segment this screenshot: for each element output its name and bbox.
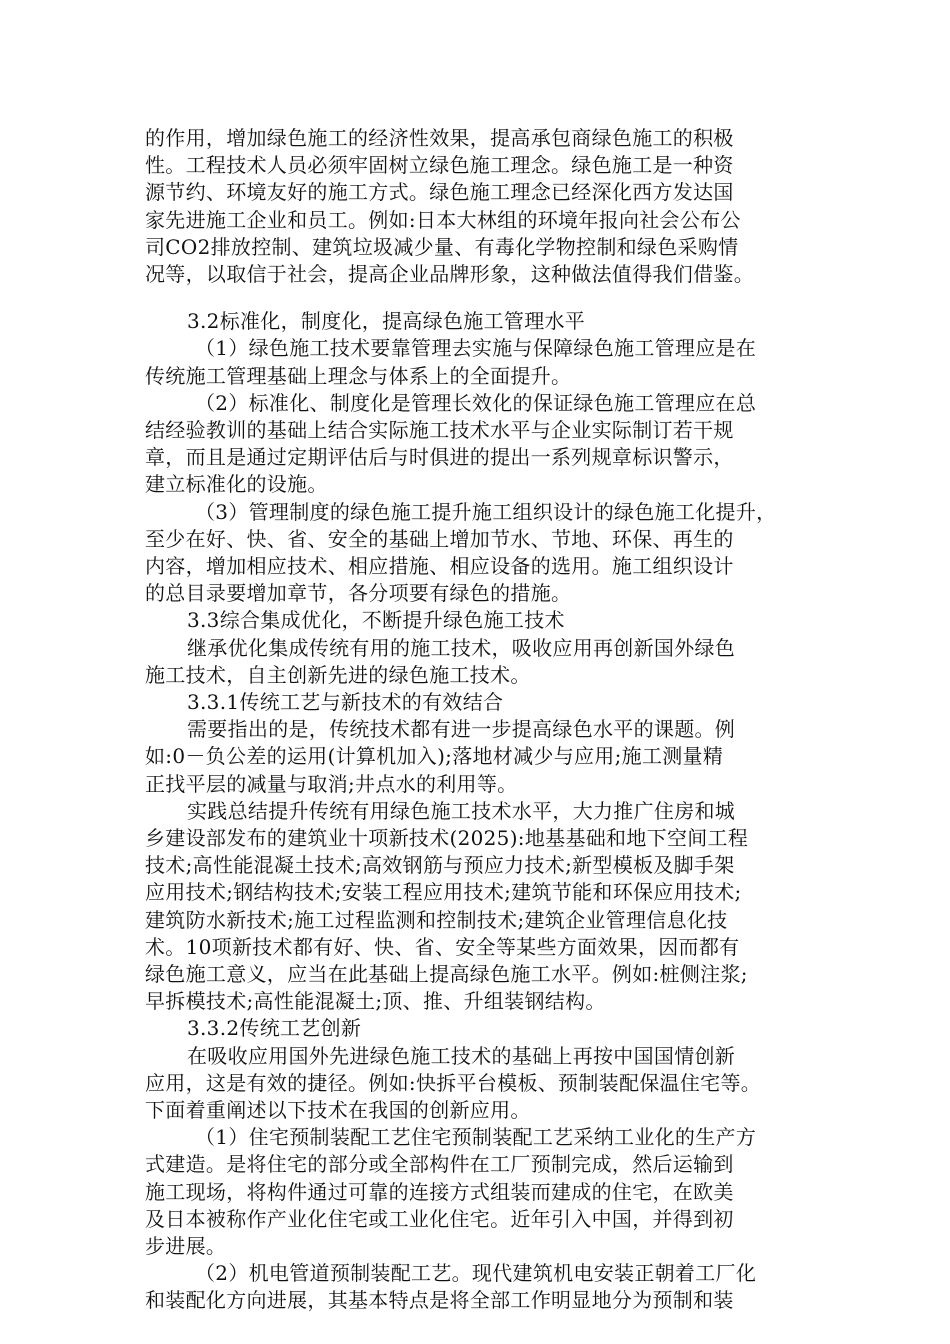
section-heading: 3.3.2传统工艺创新	[187, 1016, 362, 1040]
paragraph-line: 正找平层的减量与取消;井点水的利用等。	[145, 772, 518, 796]
paragraph-line: 及日本被称作产业化住宅或工业化住宅。近年引入中国，并得到初	[145, 1207, 734, 1231]
paragraph-line: 步进展。	[145, 1234, 227, 1258]
paragraph-line: 源节约、环境友好的施工方式。绿色施工理念已经深化西方发达国	[145, 180, 734, 204]
paragraph-line: 继承优化集成传统有用的施工技术，吸收应用再创新国外绿色	[187, 636, 736, 660]
paragraph-line: 的作用，增加绿色施工的经济性效果，提高承包商绿色施工的积极	[145, 126, 734, 150]
paragraph-line: 早拆模技术;高性能混凝土;顶、推、升组装钢结构。	[145, 989, 606, 1013]
paragraph-line: 建筑防水新技术;施工过程监测和控制技术;建筑企业管理信息化技	[145, 908, 728, 932]
paragraph-line: 需要指出的是，传统技术都有进一步提高绿色水平的课题。例	[187, 717, 736, 741]
paragraph-line: 在吸收应用国外先进绿色施工技术的基础上再按中国国情创新	[187, 1044, 736, 1068]
paragraph-line: 施工技术，自主创新先进的绿色施工技术。	[145, 663, 531, 687]
paragraph-line: 况等，以取信于社会，提高企业品牌形象，这种做法值得我们借鉴。	[145, 262, 754, 286]
paragraph-line: 乡建设部发布的建筑业十项新技术(2025):地基基础和地下空间工程	[145, 826, 749, 850]
section-heading: 3.3.1传统工艺与新技术的有效结合	[187, 690, 504, 714]
paragraph-line: 的总目录要增加章节，各分项要有绿色的措施。	[145, 581, 572, 605]
section-heading: 3.3综合集成优化，不断提升绿色施工技术	[187, 608, 565, 632]
paragraph-line: 实践总结提升传统有用绿色施工技术水平，大力推广住房和城	[187, 799, 736, 823]
paragraph-line: 式建造。是将住宅的部分或全部构件在工厂预制完成，然后运输到	[145, 1152, 734, 1176]
paragraph-line: 应用，这是有效的捷径。例如:快拆平台模板、预制装配保温住宅等。	[145, 1071, 762, 1095]
paragraph-line: 结经验教训的基础上结合实际施工技术水平与企业实际制订若干规	[145, 418, 734, 442]
paragraph-line: 建立标准化的设施。	[145, 472, 328, 496]
paragraph-line: 和装配化方向进展，其基本特点是将全部工作明显地分为预制和装	[145, 1288, 734, 1312]
paragraph-line: 至少在好、快、省、安全的基础上增加节水、节地、环保、再生的	[145, 527, 734, 551]
paragraph-line: 技术;高性能混凝土技术;高效钢筋与预应力技术;新型模板及脚手架	[145, 853, 735, 877]
paragraph-line: （3）管理制度的绿色施工提升施工组织设计的绿色施工化提升，	[195, 500, 777, 524]
paragraph-line: 内容，增加相应技术、相应措施、相应设备的选用。施工组织设计	[145, 554, 734, 578]
paragraph-line: 传统施工管理基础上理念与体系上的全面提升。	[145, 364, 572, 388]
paragraph-line: 下面着重阐述以下技术在我国的创新应用。	[145, 1098, 531, 1122]
paragraph-line: （1）住宅预制装配工艺住宅预制装配工艺采纳工业化的生产方	[195, 1125, 757, 1149]
paragraph-line: 绿色施工意义，应当在此基础上提高绿色施工水平。例如:桩侧注浆;	[145, 962, 748, 986]
paragraph-line: 性。工程技术人员必须牢固树立绿色施工理念。绿色施工是一种资	[145, 153, 734, 177]
section-heading: 3.2标准化，制度化，提高绿色施工管理水平	[187, 309, 586, 333]
paragraph-line: 应用技术;钢结构技术;安装工程应用技术;建筑节能和环保应用技术;	[145, 880, 742, 904]
paragraph-line: （2）标准化、制度化是管理长效化的保证绿色施工管理应在总	[195, 391, 757, 415]
paragraph-line: 如:0－负公差的运用(计算机加入);落地材减少与应用;施工测量精	[145, 744, 724, 768]
paragraph-line: 术。10项新技术都有好、快、省、安全等某些方面效果，因而都有	[145, 935, 740, 959]
paragraph-line: 司CO2排放控制、建筑垃圾减少量、有毒化学物控制和绿色采购情	[145, 235, 739, 259]
paragraph-line: 家先进施工企业和员工。例如:日本大林组的环境年报向社会公布公	[145, 208, 741, 232]
paragraph-line: 施工现场，将构件通过可靠的连接方式组装而建成的住宅，在欧美	[145, 1180, 734, 1204]
paragraph-line: （2）机电管道预制装配工艺。现代建筑机电安装正朝着工厂化	[195, 1261, 757, 1285]
paragraph-line: 章，而且是通过定期评估后与时俱进的提出一系列规章标识警示，	[145, 445, 734, 469]
paragraph-line: （1）绿色施工技术要靠管理去实施与保障绿色施工管理应是在	[195, 336, 757, 360]
